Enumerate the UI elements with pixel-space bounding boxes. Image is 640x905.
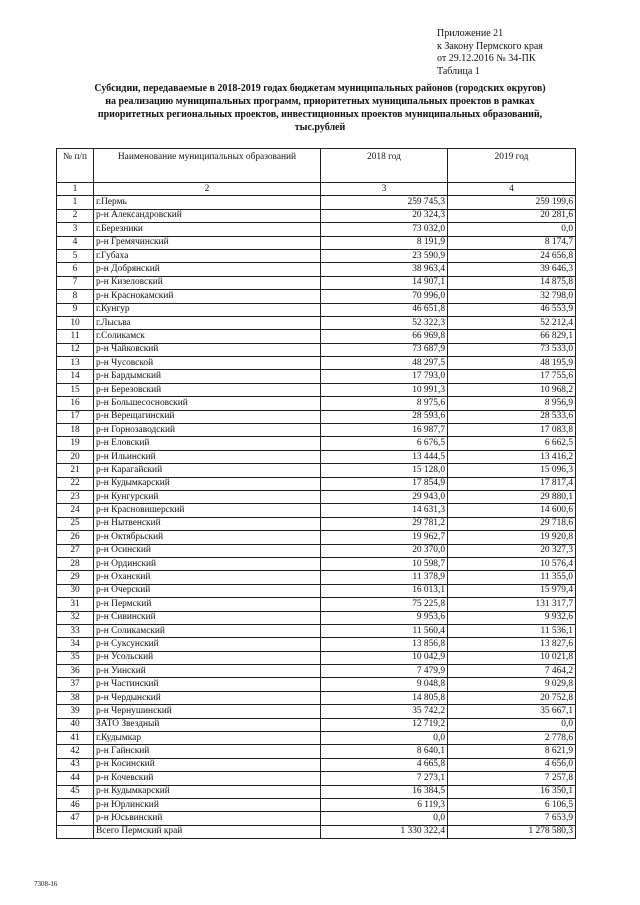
row-num: 5 — [57, 249, 94, 262]
row-name: р-н Большесосновский — [94, 397, 321, 410]
row-name: г.Лысьва — [94, 316, 321, 329]
row-num: 1 — [57, 196, 94, 209]
row-2019: 28 533,6 — [448, 410, 576, 423]
row-num: 8 — [57, 290, 94, 303]
row-num: 29 — [57, 571, 94, 584]
row-2018: 7 479,9 — [321, 665, 448, 678]
row-num: 44 — [57, 772, 94, 785]
row-2018: 20 324,3 — [321, 209, 448, 222]
header-2019: 2019 год — [448, 149, 576, 183]
row-2019: 0,0 — [448, 223, 576, 236]
header-name: Наименование муниципальных образований — [94, 149, 321, 183]
row-name: р-н Юсьвинский — [94, 812, 321, 825]
table-row — [57, 544, 576, 557]
row-name: р-н Верещагинский — [94, 410, 321, 423]
row-2019: 2 778,6 — [448, 732, 576, 745]
row-2018: 14 805,8 — [321, 691, 448, 704]
row-num: 34 — [57, 638, 94, 651]
row-num: 46 — [57, 798, 94, 811]
row-num: 36 — [57, 665, 94, 678]
row-num: 26 — [57, 531, 94, 544]
row-name: р-н Юрлинский — [94, 798, 321, 811]
row-2018: 17 793,0 — [321, 370, 448, 383]
row-2019: 15 979,4 — [448, 584, 576, 597]
row-num: 18 — [57, 424, 94, 437]
row-name: р-н Косинский — [94, 758, 321, 771]
row-2019: 17 755,6 — [448, 370, 576, 383]
row-num: 11 — [57, 330, 94, 343]
row-2019: 19 920,8 — [448, 531, 576, 544]
row-2019: 16 350,1 — [448, 785, 576, 798]
row-name: р-н Пермский — [94, 598, 321, 611]
row-2018: 10 991,3 — [321, 383, 448, 396]
row-2018: 8 975,6 — [321, 397, 448, 410]
row-name: р-н Кочевский — [94, 772, 321, 785]
row-num: 30 — [57, 584, 94, 597]
index-row — [57, 183, 576, 196]
row-num: 41 — [57, 732, 94, 745]
row-2018: 15 128,0 — [321, 464, 448, 477]
table-row — [57, 464, 576, 477]
row-2018: 28 593,6 — [321, 410, 448, 423]
row-2018: 73 687,9 — [321, 343, 448, 356]
table-row — [57, 303, 576, 316]
row-num: 39 — [57, 705, 94, 718]
row-2019: 131 317,7 — [448, 598, 576, 611]
row-name: р-н Частинский — [94, 678, 321, 691]
row-2019: 14 875,8 — [448, 276, 576, 289]
title-line: тыс.рублей — [294, 122, 346, 133]
row-2019: 6 662,5 — [448, 437, 576, 450]
row-name: г.Березники — [94, 223, 321, 236]
index-cell: 3 — [321, 183, 448, 196]
table-row — [57, 490, 576, 503]
total-2018: 1 330 322,4 — [321, 825, 448, 838]
total-name: Всего Пермский край — [94, 825, 321, 838]
row-name: р-н Уинский — [94, 665, 321, 678]
row-num: 21 — [57, 464, 94, 477]
row-2018: 16 987,7 — [321, 424, 448, 437]
row-2019: 13 827,6 — [448, 638, 576, 651]
row-2018: 6 676,5 — [321, 437, 448, 450]
row-name: г.Пермь — [94, 196, 321, 209]
row-2018: 38 963,4 — [321, 263, 448, 276]
row-2018: 4 665,8 — [321, 758, 448, 771]
row-2019: 4 656,0 — [448, 758, 576, 771]
row-2019: 8 956,9 — [448, 397, 576, 410]
table-row — [57, 732, 576, 745]
table-row — [57, 785, 576, 798]
row-name: р-н Кудымкарский — [94, 477, 321, 490]
row-2019: 46 553,9 — [448, 303, 576, 316]
row-2019: 39 646,3 — [448, 263, 576, 276]
table-row — [57, 343, 576, 356]
row-num: 15 — [57, 383, 94, 396]
row-name: р-н Ильинский — [94, 450, 321, 463]
row-2019: 17 083,8 — [448, 424, 576, 437]
row-num: 9 — [57, 303, 94, 316]
row-name: р-н Ординский — [94, 557, 321, 570]
row-2019: 259 199,6 — [448, 196, 576, 209]
row-name: г.Кудымкар — [94, 732, 321, 745]
table-row — [57, 424, 576, 437]
row-name: г.Губаха — [94, 249, 321, 262]
footer-code: 7308-16 — [34, 880, 58, 888]
row-2019: 7 464,2 — [448, 665, 576, 678]
row-2018: 11 378,9 — [321, 571, 448, 584]
row-num: 10 — [57, 316, 94, 329]
row-2019: 14 600,6 — [448, 504, 576, 517]
row-2019: 48 195,9 — [448, 357, 576, 370]
row-name: р-н Осинский — [94, 544, 321, 557]
row-2019: 9 029,8 — [448, 678, 576, 691]
document-title — [60, 82, 580, 134]
row-2019: 7 257,8 — [448, 772, 576, 785]
row-2018: 29 781,2 — [321, 517, 448, 530]
table-row — [57, 638, 576, 651]
row-2018: 259 745,3 — [321, 196, 448, 209]
row-name: р-н Гайнский — [94, 745, 321, 758]
row-2018: 19 962,7 — [321, 531, 448, 544]
row-num: 23 — [57, 490, 94, 503]
row-num: 45 — [57, 785, 94, 798]
row-2018: 11 560,4 — [321, 624, 448, 637]
row-name: р-н Горнозаводский — [94, 424, 321, 437]
table-row — [57, 276, 576, 289]
table-row — [57, 691, 576, 704]
table-row — [57, 624, 576, 637]
table-row — [57, 357, 576, 370]
row-2019: 10 968,2 — [448, 383, 576, 396]
table-row — [57, 705, 576, 718]
row-num: 40 — [57, 718, 94, 731]
title-line: Субсидии, передаваемые в 2018-2019 годах бюджетам муниципальных районов (городских округов) — [94, 83, 546, 94]
subsidies-table — [56, 148, 576, 839]
row-num: 2 — [57, 209, 94, 222]
row-num: 6 — [57, 263, 94, 276]
row-num: 22 — [57, 477, 94, 490]
table-row — [57, 517, 576, 530]
row-num: 12 — [57, 343, 94, 356]
appendix-line: к Закону Пермского края — [437, 40, 543, 52]
row-num: 13 — [57, 357, 94, 370]
row-name: р-н Бардымский — [94, 370, 321, 383]
row-2018: 35 742,2 — [321, 705, 448, 718]
row-2018: 13 856,8 — [321, 638, 448, 651]
row-num: 38 — [57, 691, 94, 704]
row-2019: 0,0 — [448, 718, 576, 731]
appendix-line: от 29.12.2016 № 34-ПК — [437, 53, 536, 64]
table-row — [57, 196, 576, 209]
table-row — [57, 665, 576, 678]
row-2019: 20 281,6 — [448, 209, 576, 222]
table-row — [57, 370, 576, 383]
appendix-note — [437, 28, 543, 78]
header-num: № п/п — [57, 149, 94, 183]
row-2019: 13 416,2 — [448, 450, 576, 463]
row-name: р-н Очерский — [94, 584, 321, 597]
row-num: 43 — [57, 758, 94, 771]
row-2018: 8 191,9 — [321, 236, 448, 249]
table-row — [57, 330, 576, 343]
row-2019: 32 798,0 — [448, 290, 576, 303]
row-name: р-н Кудымкарский — [94, 785, 321, 798]
row-name: г.Соликамск — [94, 330, 321, 343]
row-name: р-н Красновишерский — [94, 504, 321, 517]
row-num: 14 — [57, 370, 94, 383]
row-2018: 14 907,1 — [321, 276, 448, 289]
table-header-row — [57, 149, 576, 183]
row-2018: 66 969,8 — [321, 330, 448, 343]
table-body — [57, 183, 576, 839]
table-row — [57, 678, 576, 691]
row-num: 25 — [57, 517, 94, 530]
row-2019: 29 718,6 — [448, 517, 576, 530]
row-2019: 6 106,5 — [448, 798, 576, 811]
table-row — [57, 598, 576, 611]
row-num: 4 — [57, 236, 94, 249]
table-row — [57, 557, 576, 570]
row-2018: 46 651,8 — [321, 303, 448, 316]
row-num: 27 — [57, 544, 94, 557]
row-num: 3 — [57, 223, 94, 236]
row-name: р-н Еловский — [94, 437, 321, 450]
row-2018: 0,0 — [321, 732, 448, 745]
row-2019: 20 327,3 — [448, 544, 576, 557]
table-row — [57, 316, 576, 329]
row-num: 20 — [57, 450, 94, 463]
table-row — [57, 209, 576, 222]
row-2019: 10 021,8 — [448, 651, 576, 664]
row-num: 19 — [57, 437, 94, 450]
row-name: р-н Гремячинский — [94, 236, 321, 249]
row-name: р-н Березовский — [94, 383, 321, 396]
row-2019: 52 212,4 — [448, 316, 576, 329]
total-row — [57, 825, 576, 838]
table-row — [57, 651, 576, 664]
row-num: 37 — [57, 678, 94, 691]
row-2018: 7 273,1 — [321, 772, 448, 785]
row-2019: 24 656,8 — [448, 249, 576, 262]
row-name: р-н Чернушинский — [94, 705, 321, 718]
table-row — [57, 504, 576, 517]
title-line: на реализацию муниципальных программ, приоритетных муниципальных проектов в рамках — [105, 96, 535, 107]
row-num: 7 — [57, 276, 94, 289]
row-num: 24 — [57, 504, 94, 517]
row-2019: 11 355,0 — [448, 571, 576, 584]
row-2018: 52 322,3 — [321, 316, 448, 329]
row-2018: 14 631,3 — [321, 504, 448, 517]
table-row — [57, 477, 576, 490]
row-2018: 70 996,0 — [321, 290, 448, 303]
row-2018: 12 719,2 — [321, 718, 448, 731]
table-row — [57, 263, 576, 276]
row-name: р-н Краснокамский — [94, 290, 321, 303]
header-2018: 2018 год — [321, 149, 448, 183]
table-row — [57, 571, 576, 584]
index-cell: 4 — [448, 183, 576, 196]
table-row — [57, 812, 576, 825]
index-cell: 2 — [94, 183, 321, 196]
row-2018: 16 384,5 — [321, 785, 448, 798]
row-2018: 8 640,1 — [321, 745, 448, 758]
table-row — [57, 410, 576, 423]
row-2019: 7 653,9 — [448, 812, 576, 825]
row-name: р-н Соликамский — [94, 624, 321, 637]
row-2019: 17 817,4 — [448, 477, 576, 490]
row-2019: 15 096,3 — [448, 464, 576, 477]
row-name: ЗАТО Звездный — [94, 718, 321, 731]
row-2018: 10 598,7 — [321, 557, 448, 570]
appendix-line: Таблица 1 — [437, 65, 480, 77]
row-2019: 66 829,1 — [448, 330, 576, 343]
row-2019: 29 880,1 — [448, 490, 576, 503]
row-num: 33 — [57, 624, 94, 637]
row-num: 17 — [57, 410, 94, 423]
row-name: р-н Чусовской — [94, 357, 321, 370]
row-num: 28 — [57, 557, 94, 570]
row-2018: 20 370,0 — [321, 544, 448, 557]
row-2018: 17 854,9 — [321, 477, 448, 490]
table-row — [57, 718, 576, 731]
row-2018: 10 042,9 — [321, 651, 448, 664]
row-name: р-н Нытвенский — [94, 517, 321, 530]
row-name: р-н Карагайский — [94, 464, 321, 477]
table-row — [57, 584, 576, 597]
table-row — [57, 531, 576, 544]
row-2019: 8 621,9 — [448, 745, 576, 758]
row-2018: 75 225,8 — [321, 598, 448, 611]
row-name: р-н Октябрьский — [94, 531, 321, 544]
row-name: р-н Чердынский — [94, 691, 321, 704]
row-num: 47 — [57, 812, 94, 825]
table-row — [57, 611, 576, 624]
row-num: 42 — [57, 745, 94, 758]
row-name: г.Кунгур — [94, 303, 321, 316]
row-2019: 8 174,7 — [448, 236, 576, 249]
row-name: р-н Кунгурский — [94, 490, 321, 503]
row-2018: 73 032,0 — [321, 223, 448, 236]
row-2019: 35 667,1 — [448, 705, 576, 718]
index-cell: 1 — [57, 183, 94, 196]
table-row — [57, 290, 576, 303]
row-num: 31 — [57, 598, 94, 611]
table-row — [57, 745, 576, 758]
table-row — [57, 772, 576, 785]
row-2019: 11 536,1 — [448, 624, 576, 637]
row-2019: 10 576,4 — [448, 557, 576, 570]
table-row — [57, 450, 576, 463]
row-2019: 73 533,0 — [448, 343, 576, 356]
row-2018: 16 013,1 — [321, 584, 448, 597]
row-name: р-н Добрянский — [94, 263, 321, 276]
table-row — [57, 397, 576, 410]
total-num — [57, 825, 94, 838]
row-name: р-н Оханский — [94, 571, 321, 584]
row-num: 32 — [57, 611, 94, 624]
row-2018: 9 048,8 — [321, 678, 448, 691]
table-row — [57, 236, 576, 249]
row-name: р-н Суксунский — [94, 638, 321, 651]
row-2018: 0,0 — [321, 812, 448, 825]
table-row — [57, 758, 576, 771]
table-row — [57, 383, 576, 396]
row-2018: 9 953,6 — [321, 611, 448, 624]
total-2019: 1 278 580,3 — [448, 825, 576, 838]
row-2019: 9 932,6 — [448, 611, 576, 624]
row-2018: 29 943,0 — [321, 490, 448, 503]
row-2019: 20 752,8 — [448, 691, 576, 704]
title-line: приоритетных региональных проектов, инвестиционных проектов муниципальных образований, — [97, 109, 543, 120]
row-name: р-н Кизеловский — [94, 276, 321, 289]
table-row — [57, 798, 576, 811]
row-name: р-н Александровский — [94, 209, 321, 222]
table-row — [57, 437, 576, 450]
row-2018: 23 590,9 — [321, 249, 448, 262]
row-2018: 13 444,5 — [321, 450, 448, 463]
row-2018: 48 297,5 — [321, 357, 448, 370]
row-num: 35 — [57, 651, 94, 664]
row-name: р-н Усольский — [94, 651, 321, 664]
row-name: р-н Чайковский — [94, 343, 321, 356]
row-num: 16 — [57, 397, 94, 410]
table-row — [57, 249, 576, 262]
row-2018: 6 119,3 — [321, 798, 448, 811]
table-row — [57, 223, 576, 236]
appendix-line: Приложение 21 — [437, 28, 504, 39]
row-name: р-н Сивинский — [94, 611, 321, 624]
